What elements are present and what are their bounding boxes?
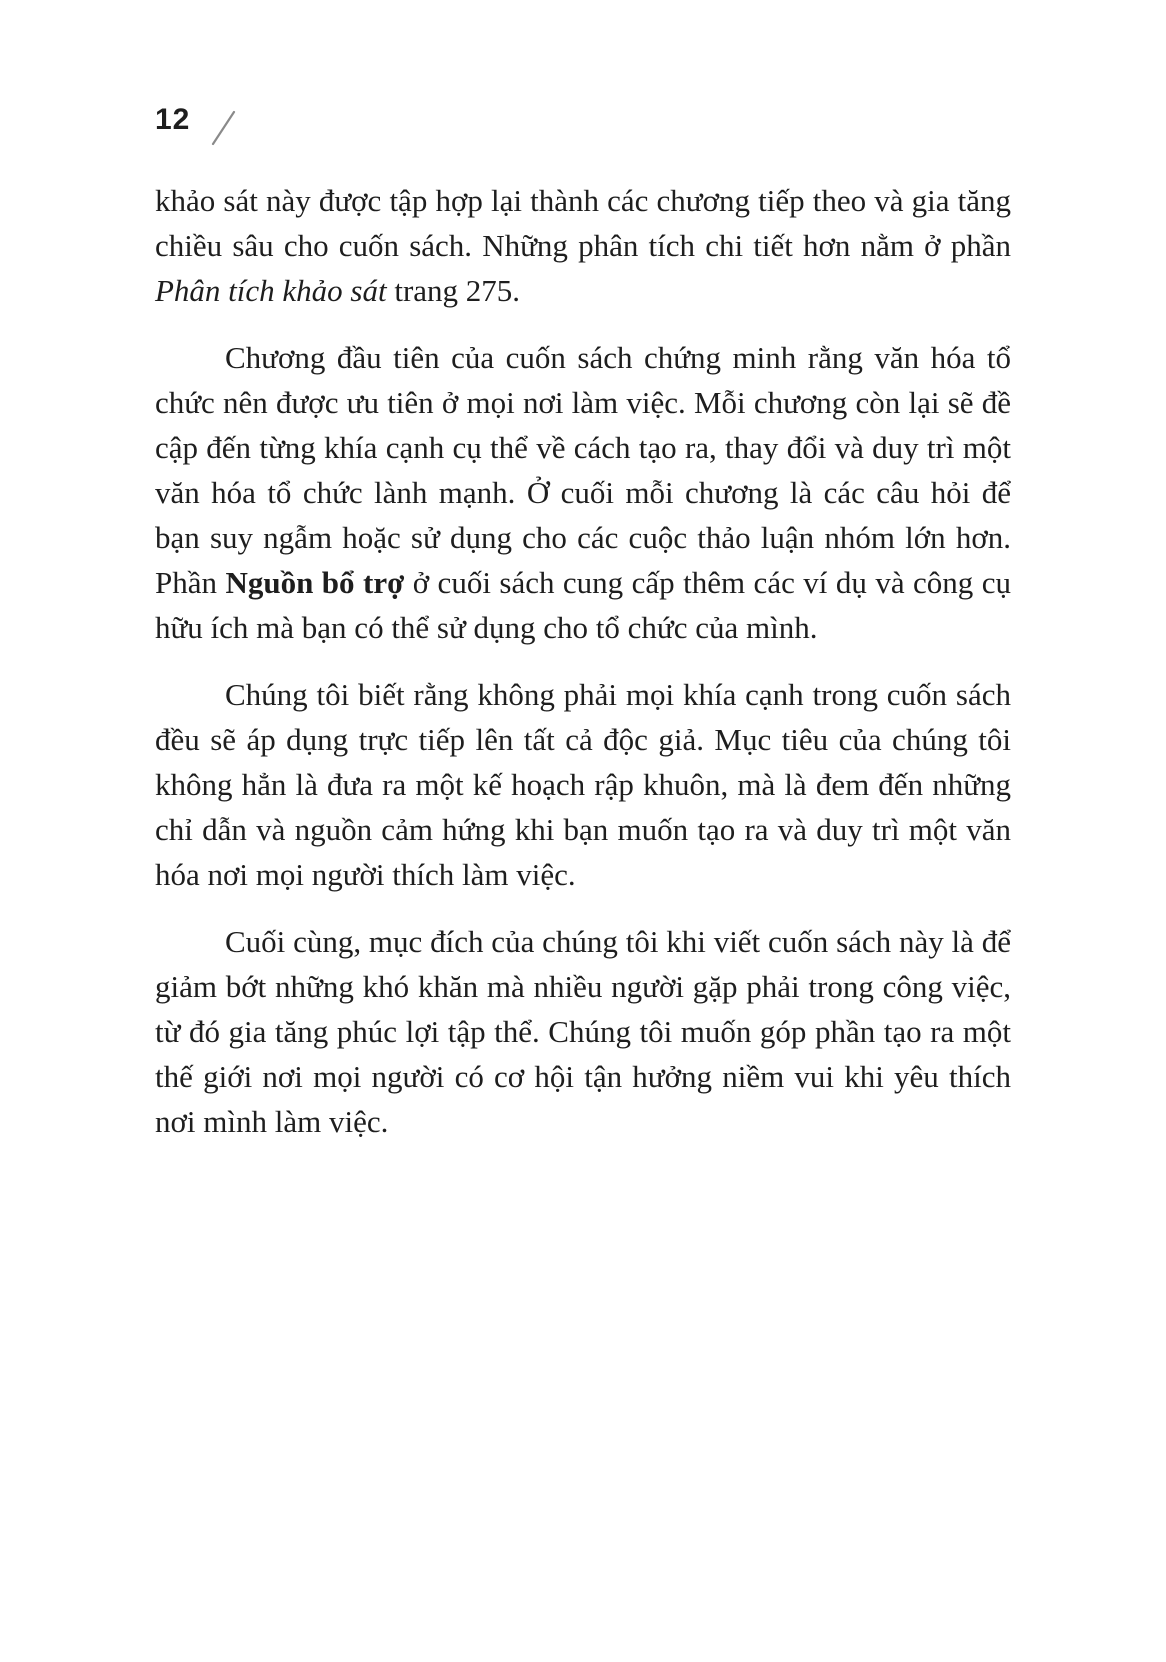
- paragraph-4: [155, 919, 1011, 1144]
- paragraph-3: [155, 672, 1011, 897]
- slash-line: [213, 112, 234, 144]
- slash-icon: [204, 106, 244, 150]
- text-run-bold: Nguồn bổ trợ: [225, 565, 405, 600]
- text-run-normal: khảo sát này được tập hợp lại thành các chương tiếp theo và gia tăng chiều sâu cho cuốn sách. Những phân tích chi tiết hơn nằm ở phần: [155, 183, 1011, 263]
- text-run-normal: ở cuối sách cung cấp thêm các ví dụ và công cụ hữu ích mà bạn có thể sử dụng cho tổ chức của mình.: [155, 565, 1012, 645]
- text-run-italic: Phân tích khảo sát: [155, 273, 387, 308]
- text-run-normal: Cuối cùng, mục đích của chúng tôi khi viết cuốn sách này là để giảm bớt những khó khăn mà nhiều người gặp phải trong công việc, từ đó gia tăng phúc lợi tập thể. Chúng tôi muốn góp phần tạo ra một thế giới nơi mọi người có cơ hội tận hưởng niềm vui khi yêu thích nơi mình làm việc.: [155, 924, 1011, 1139]
- text-run-normal: trang 275.: [386, 273, 521, 308]
- page-body: [155, 178, 1011, 1166]
- paragraph-1: [155, 178, 1011, 313]
- text-run-normal: Chúng tôi biết rằng không phải mọi khía cạnh trong cuốn sách đều sẽ áp dụng trực tiếp lên tất cả độc giả. Mục tiêu của chúng tôi không hẳn là đưa ra một kế hoạch rập khuôn, mà là đem đến những chỉ dẫn và nguồn cảm hứng khi bạn muốn tạo ra và duy trì một văn hóa nơi mọi người thích làm việc.: [155, 677, 1011, 892]
- paragraph-2: [155, 335, 1011, 650]
- page-header: [155, 100, 244, 150]
- text-run-normal: Chương đầu tiên của cuốn sách chứng minh rằng văn hóa tổ chức nên được ưu tiên ở mọi nơi làm việc. Mỗi chương còn lại sẽ đề cập đến từng khía cạnh cụ thể về cách tạo ra, thay đổi và duy trì một văn hóa tổ chức lành mạnh. Ở cuối mỗi chương là các câu hỏi để bạn suy ngẫm hoặc sử dụng cho các cuộc thảo luận nhóm lớn hơn. Phần: [155, 340, 1011, 600]
- page-number: 12: [155, 103, 191, 136]
